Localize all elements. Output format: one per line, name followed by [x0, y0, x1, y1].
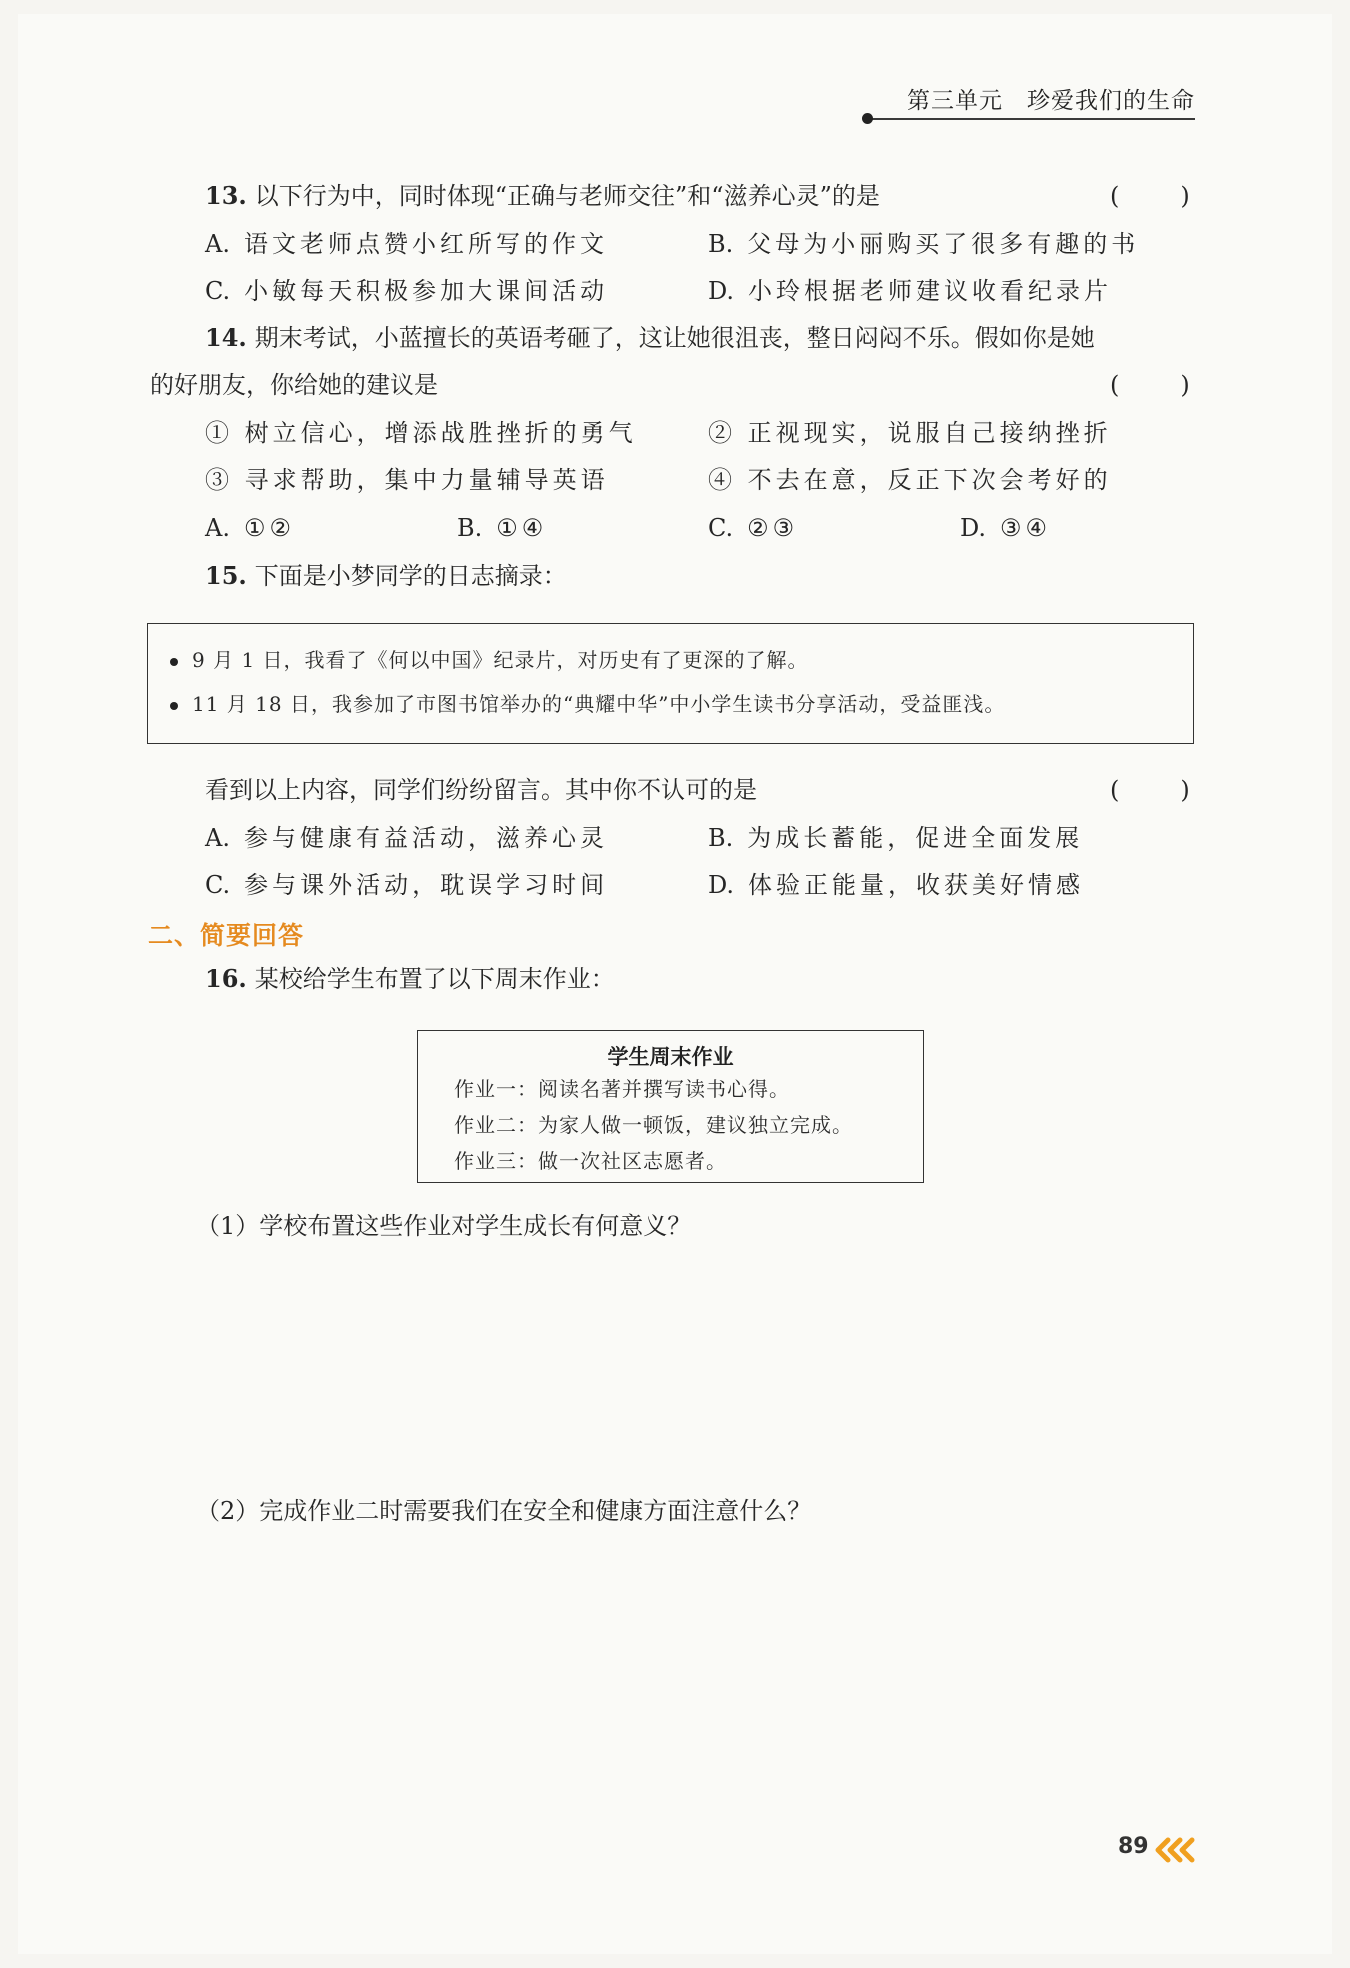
q14-item-3: ③ 寻求帮助，集中力量辅导英语	[205, 466, 609, 494]
q14-item-2: ② 正视现实，说服自己接纳挫折	[708, 419, 1112, 447]
q13-option-a: A. 语文老师点赞小红所写的作文	[205, 230, 608, 258]
homework-item-1: 作业一：阅读名著并撰写读书心得。	[454, 1077, 790, 1101]
q16-number: 16.	[205, 964, 247, 993]
homework-box-title: 学生周末作业	[607, 1045, 734, 1069]
q14-option-d: D. ③④	[960, 514, 1052, 542]
q16-stem: 16. 某校给学生布置了以下周末作业：	[205, 964, 615, 993]
chapter-title: 第三单元 珍爱我们的生命	[907, 88, 1195, 114]
weekend-homework-box	[417, 1030, 924, 1183]
q15-option-b: B. 为成长蓄能，促进全面发展	[708, 824, 1084, 852]
bullet-icon	[170, 702, 178, 710]
q16-sub-question-2: （2）完成作业二时需要我们在安全和健康方面注意什么？	[196, 1497, 812, 1525]
q16-sub-question-1: （1）学校布置这些作业对学生成长有何意义？	[196, 1212, 692, 1240]
q14-number: 14.	[205, 323, 247, 352]
q15-prompt: 看到以上内容，同学们纷纷留言。其中你不认可的是	[205, 776, 757, 804]
q13-option-b: B. 父母为小丽购买了很多有趣的书	[708, 230, 1140, 258]
q15-option-d: D. 体验正能量，收获美好情感	[708, 871, 1085, 899]
q15-option-c: C. 参与课外活动，耽误学习时间	[205, 871, 609, 899]
diary-entry-1: 9 月 1 日，我看了《何以中国》纪录片，对历史有了更深的了解。	[170, 646, 809, 674]
q15-stem: 15. 下面是小梦同学的日志摘录：	[205, 561, 567, 590]
q14-stem-line2: 的好朋友，你给她的建议是	[150, 371, 438, 399]
q14-option-b: B. ①④	[457, 514, 548, 542]
page-number: 89	[1118, 1834, 1149, 1859]
q13-option-c: C. 小敏每天积极参加大课间活动	[205, 277, 609, 305]
q15-answer-paren[interactable]: ( )	[1110, 776, 1190, 804]
q13-stem-text: 以下行为中，同时体现“正确与老师交往”和“滋养心灵”的是	[254, 182, 880, 210]
q13-number: 13.	[205, 181, 247, 210]
q14-stem-line1: 14. 期末考试，小蓝擅长的英语考砸了，这让她很沮丧，整日闷闷不乐。假如你是她	[205, 323, 1095, 352]
q15-option-a: A. 参与健康有益活动，滋养心灵	[205, 824, 608, 852]
q13-option-d: D. 小玲根据老师建议收看纪录片	[708, 277, 1113, 305]
homework-item-3: 作业三：做一次社区志愿者。	[454, 1149, 727, 1173]
section-title: 二、简要回答	[148, 921, 305, 950]
diary-excerpt-box	[147, 623, 1194, 744]
chevron-left-icon	[1154, 1836, 1196, 1864]
header-dot-icon	[862, 113, 873, 124]
q13-answer-paren[interactable]: ( )	[1110, 182, 1190, 210]
q14-item-1: ① 树立信心，增添战胜挫折的勇气	[205, 419, 637, 447]
homework-item-2: 作业二：为家人做一顿饭，建议独立完成。	[454, 1113, 853, 1137]
chapter-header	[870, 82, 1195, 120]
q13-stem	[205, 180, 880, 212]
q14-option-c: C. ②③	[708, 514, 799, 542]
q15-number: 15.	[205, 561, 247, 590]
q14-item-4: ④ 不去在意，反正下次会考好的	[708, 466, 1112, 494]
q14-answer-paren[interactable]: ( )	[1110, 371, 1190, 399]
bullet-icon	[170, 658, 178, 666]
diary-entry-2: 11 月 18 日，我参加了市图书馆举办的“典耀中华”中小学生读书分享活动，受益匪浅。	[170, 690, 1005, 718]
q14-option-a: A. ①②	[205, 514, 295, 542]
